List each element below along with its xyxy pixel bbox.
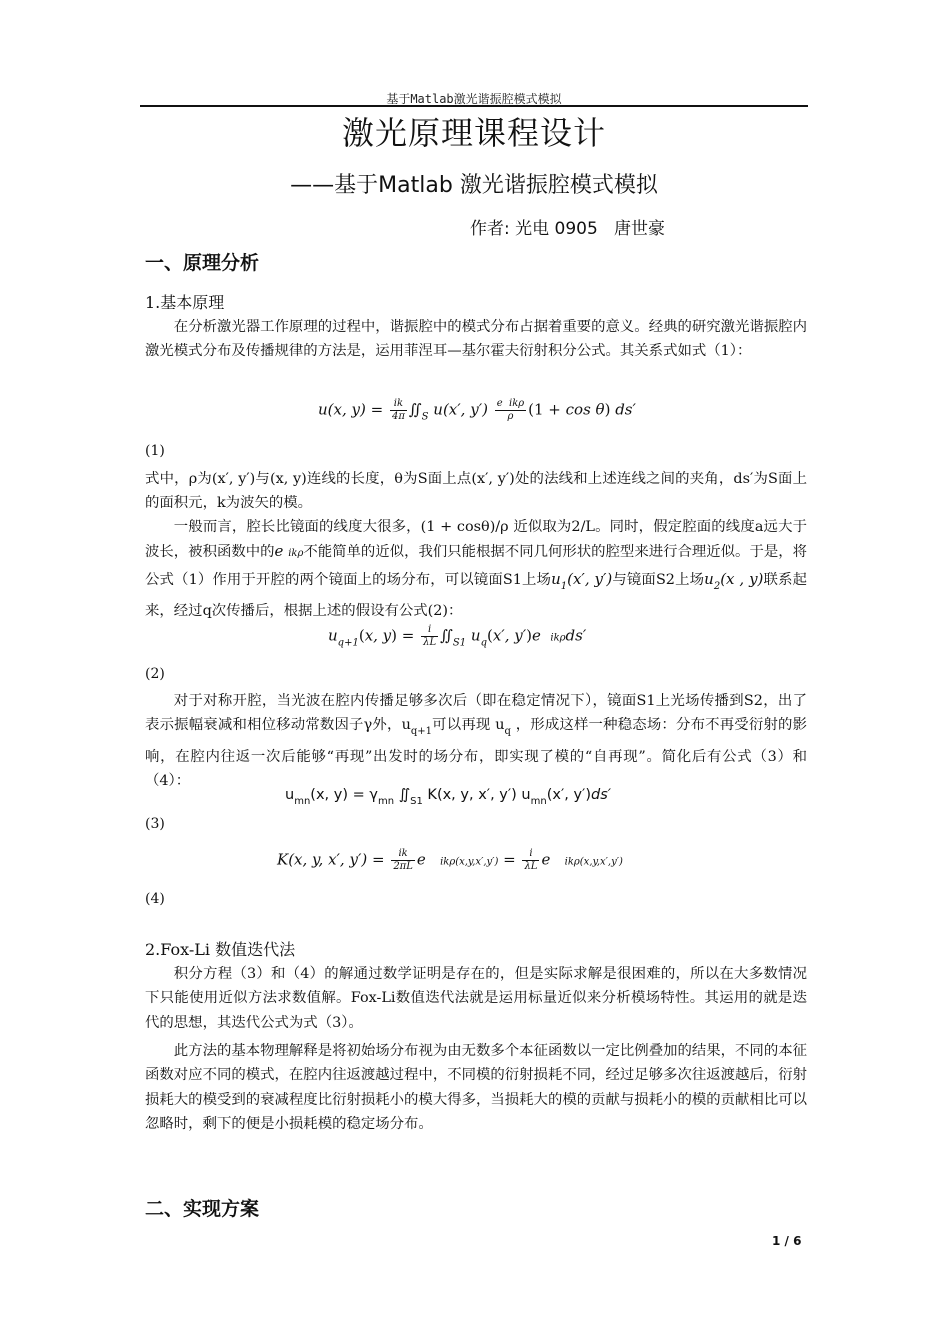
equation-2-number: (2) [145, 666, 165, 682]
paragraph-4-text-b: 可以再现 [432, 717, 491, 734]
equation-1: u(x, y) = $\frac{ik}{4\pi}$ $∬_S$ u(x′, y′) $\frac{\text{e ikρ}}{\rho}$ (1 + cos θ) ds′ [318, 398, 636, 423]
paragraph-3-text-c: 与镜面S2上场 [612, 571, 705, 588]
paragraph-3-text-d: 联系起来，经过q次传播后，根据上述的假设有公式(2)： [145, 571, 807, 619]
subsection-2-heading: 2.Fox-Li 数值迭代法 [145, 940, 296, 959]
subsection-1-heading: 1.基本原理 [145, 293, 225, 312]
paragraph-4 [145, 689, 807, 793]
inline-exp-term: e ikρ [274, 542, 304, 561]
paragraph-6: 此方法的基本物理解释是将初始场分布视为由无数多个本征函数以一定比例叠加的结果，不同的本征函数对应不同的模式，在腔内往返渡越过程中，不同模的衍射损耗不同，经过足够多次往返渡越后，衍射损耗大的模受到的衰减程度比衍射损耗小的模大得多，当损耗大的模的贡献与损耗小的模的贡献相比可以忽略时，剩下的便是小损耗模的稳定场分布。 [145, 1043, 807, 1132]
author-line: 作者: 光电 0905 唐世豪 [470, 219, 666, 239]
running-header: 基于Matlab激光谐振腔模式模拟 [386, 92, 562, 106]
section-2-heading: 二、实现方案 [145, 1198, 260, 1220]
paragraph-4-text-a: 对于对称开腔，当光波在腔内传播足够多次后（即在稳定情况下），镜面S1上光场传播到S2，出了表示振幅衰减和相位移动常数因子γ外， [145, 693, 807, 734]
paragraph-1: 在分析激光器工作原理的过程中，谐振腔中的模式分布占据着重要的意义。经典的研究激光谐振腔内激光模式分布及传播规律的方法是，运用菲涅耳—基尔霍夫衍射积分公式。其关系式如式（1）： [145, 319, 807, 360]
inline-u1: $u_1(x'$, y′) [551, 569, 613, 592]
paragraph-3 [145, 515, 807, 623]
page-subtitle: ——基于Matlab 激光谐振腔模式模拟 [290, 173, 658, 198]
equation-3-number: (3) [145, 816, 165, 832]
page-title: 激光原理课程设计 [341, 114, 606, 152]
inline-u2: $u_2(x$ , y) [704, 569, 764, 592]
page-number: 1 / 6 [772, 1234, 802, 1248]
equation-2: $u_{q+1}(x$, y) = $\frac{i}{\lambda L}$ $∬_{S1}$ $u_q(x'$, y′)e ikρds′ [328, 624, 587, 649]
inline-uq: $u_q$ [490, 717, 511, 738]
inline-uq1: $u_{q+1}$ [401, 717, 432, 738]
equation-3: $u_{mn}(x$, $y) = \gamma_{mn}$ $∬_{S1}$ K(x, y, x′, y′) $u_{mn}(x'$, y′)ds′ [285, 787, 612, 807]
paragraph-3-text-b: 不能简单的近似，我们只能根据不同几何形状的腔型来进行合理近似。于是，将公式（1）作用于开腔的两个镜面上的场分布，可以镜面S1上场 [145, 544, 808, 588]
paragraph-2: 式中，ρ为(x′, y′)与(x, y)连线的长度，θ为S面上点(x′, y′)处的法线和上述连线之间的夹角，ds′为S面上的面积元，k为波矢的模。 [145, 471, 807, 512]
equation-4-number: (4) [145, 891, 165, 907]
equation-1-number: (1) [145, 443, 165, 459]
section-1-heading: 一、原理分析 [145, 252, 260, 274]
header-rule [140, 105, 808, 107]
paragraph-5: 积分方程（3）和（4）的解通过数学证明是存在的，但是实际求解是很困难的，所以在大多数情况下只能使用近似方法求数值解。Fox-Li数值迭代法就是运用标量近似来分析模场特性。其运用的就是迭代的思想，其迭代公式为式（3）。 [145, 966, 807, 1031]
paragraph-4-text-c: ，形成这样一种稳态场：分布不再受衍射的影响，在腔内往返一次后能够“再现”出发时的场分布，即实现了模的“自再现”。简化后有公式（3）和（4）： [145, 717, 807, 789]
paragraph-3-text-a: 一般而言，腔长比镜面的线度大很多，(1 + cosθ)/ρ 近似取为2/L。同时，假定腔面的线度a远大于波长，被积函数中的 [145, 519, 807, 561]
equation-4: K(x, y, x′, y′) = $\frac{ik}{2\pi L}$ e ikρ(x,y,x′,y′) = $\frac{i}{\lambda L}$ e ikρ(x,y,x′,y′) [277, 848, 623, 872]
